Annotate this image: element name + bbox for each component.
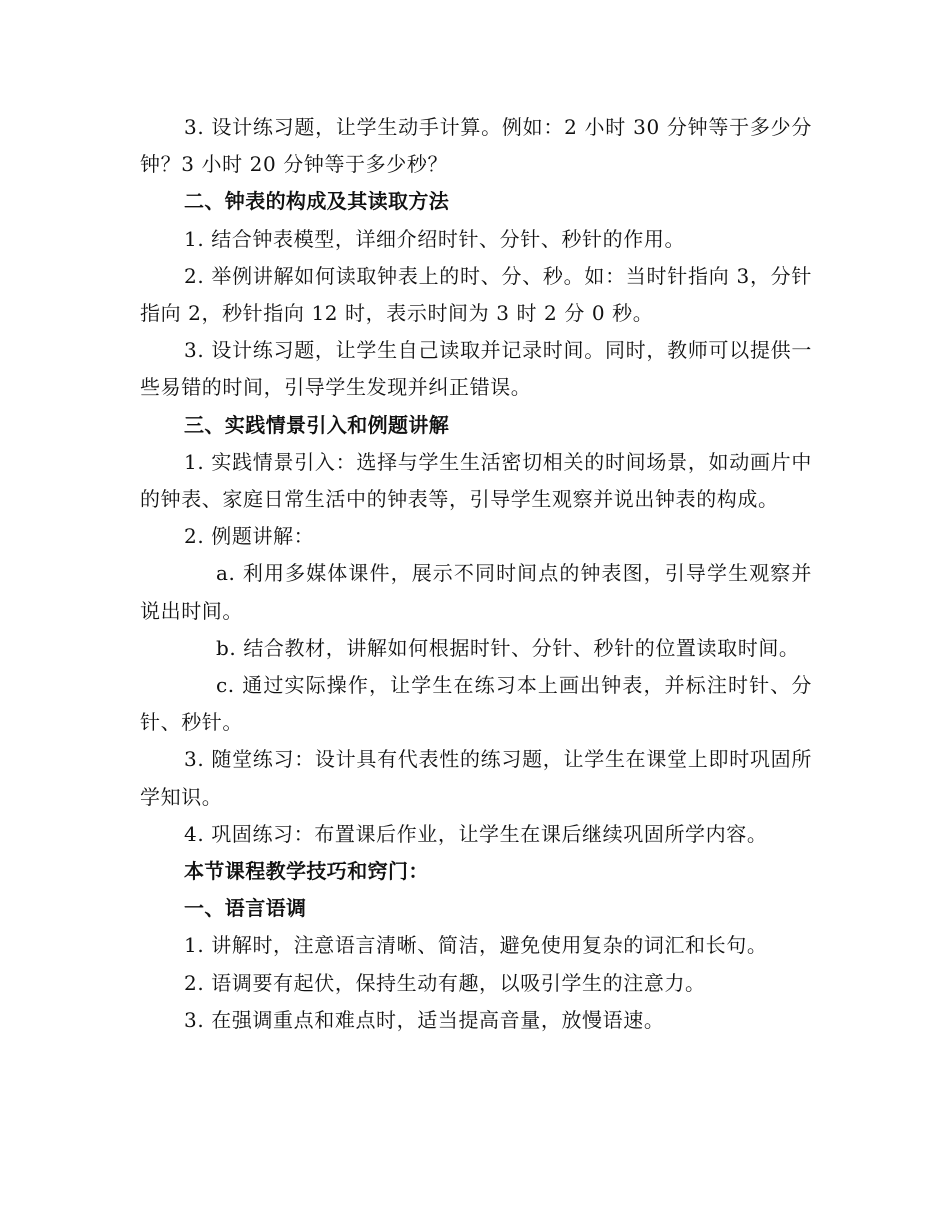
paragraph-clear-language: 1. 讲解时，注意语言清晰、简洁，避免使用复杂的词汇和长句。 xyxy=(184,933,768,958)
paragraph-practice-calc: 3. 设计练习题，让学生动手计算。例如：2 小时 30 分钟等于多少分钟？3 小时 20 分钟等于多少秒？ xyxy=(140,115,812,177)
paragraph-reading-example: 2. 举例讲解如何读取钟表上的时、分、秒。如：当时针指向 3，分针指向 2，秒针指向 12 时，表示时间为 3 时 2 分 0 秒。 xyxy=(140,263,812,326)
paragraph-sub-b: b. 结合教材，讲解如何根据时针、分针、秒针的位置读取时间。 xyxy=(216,635,800,660)
section-heading-language-tone: 一、语言语调 xyxy=(184,896,307,921)
section-heading-practice-scenarios: 三、实践情景引入和例题讲解 xyxy=(184,412,450,437)
paragraph-consolidation: 4. 巩固练习：布置课后作业，让学生在课后继续巩固所学内容。 xyxy=(184,821,768,846)
paragraph-tone-variation: 2. 语调要有起伏，保持生动有趣，以吸引学生的注意力。 xyxy=(184,970,706,995)
paragraph-example-explain: 2. 例题讲解： xyxy=(184,524,315,549)
paragraph-clock-hands: 1. 结合钟表模型，详细介绍时针、分针、秒针的作用。 xyxy=(184,226,686,251)
paragraph-emphasis: 3. 在强调重点和难点时，适当提高音量，放慢语速。 xyxy=(184,1007,665,1032)
paragraph-scenario-intro: 1. 实践情景引入：选择与学生生活密切相关的时间场景，如动画片中的钟表、家庭日常生活中的钟表等，引导学生观察并说出钟表的构成。 xyxy=(140,449,812,512)
section-heading-clock-structure: 二、钟表的构成及其读取方法 xyxy=(184,189,450,214)
document-body xyxy=(140,109,812,1039)
paragraph-sub-c: c. 通过实际操作，让学生在练习本上画出钟表，并标注时针、分针、秒针。 xyxy=(140,673,812,735)
paragraph-reading-practice: 3. 设计练习题，让学生自己读取并记录时间。同时，教师可以提供一些易错的时间，引导学生发现并纠正错误。 xyxy=(140,338,812,400)
paragraph-class-practice: 3. 随堂练习：设计具有代表性的练习题，让学生在课堂上即时巩固所学知识。 xyxy=(140,747,812,809)
paragraph-sub-a: a. 利用多媒体课件，展示不同时间点的钟表图，引导学生观察并说出时间。 xyxy=(140,561,812,623)
section-heading-teaching-tips: 本节课程教学技巧和窍门： xyxy=(184,859,429,884)
